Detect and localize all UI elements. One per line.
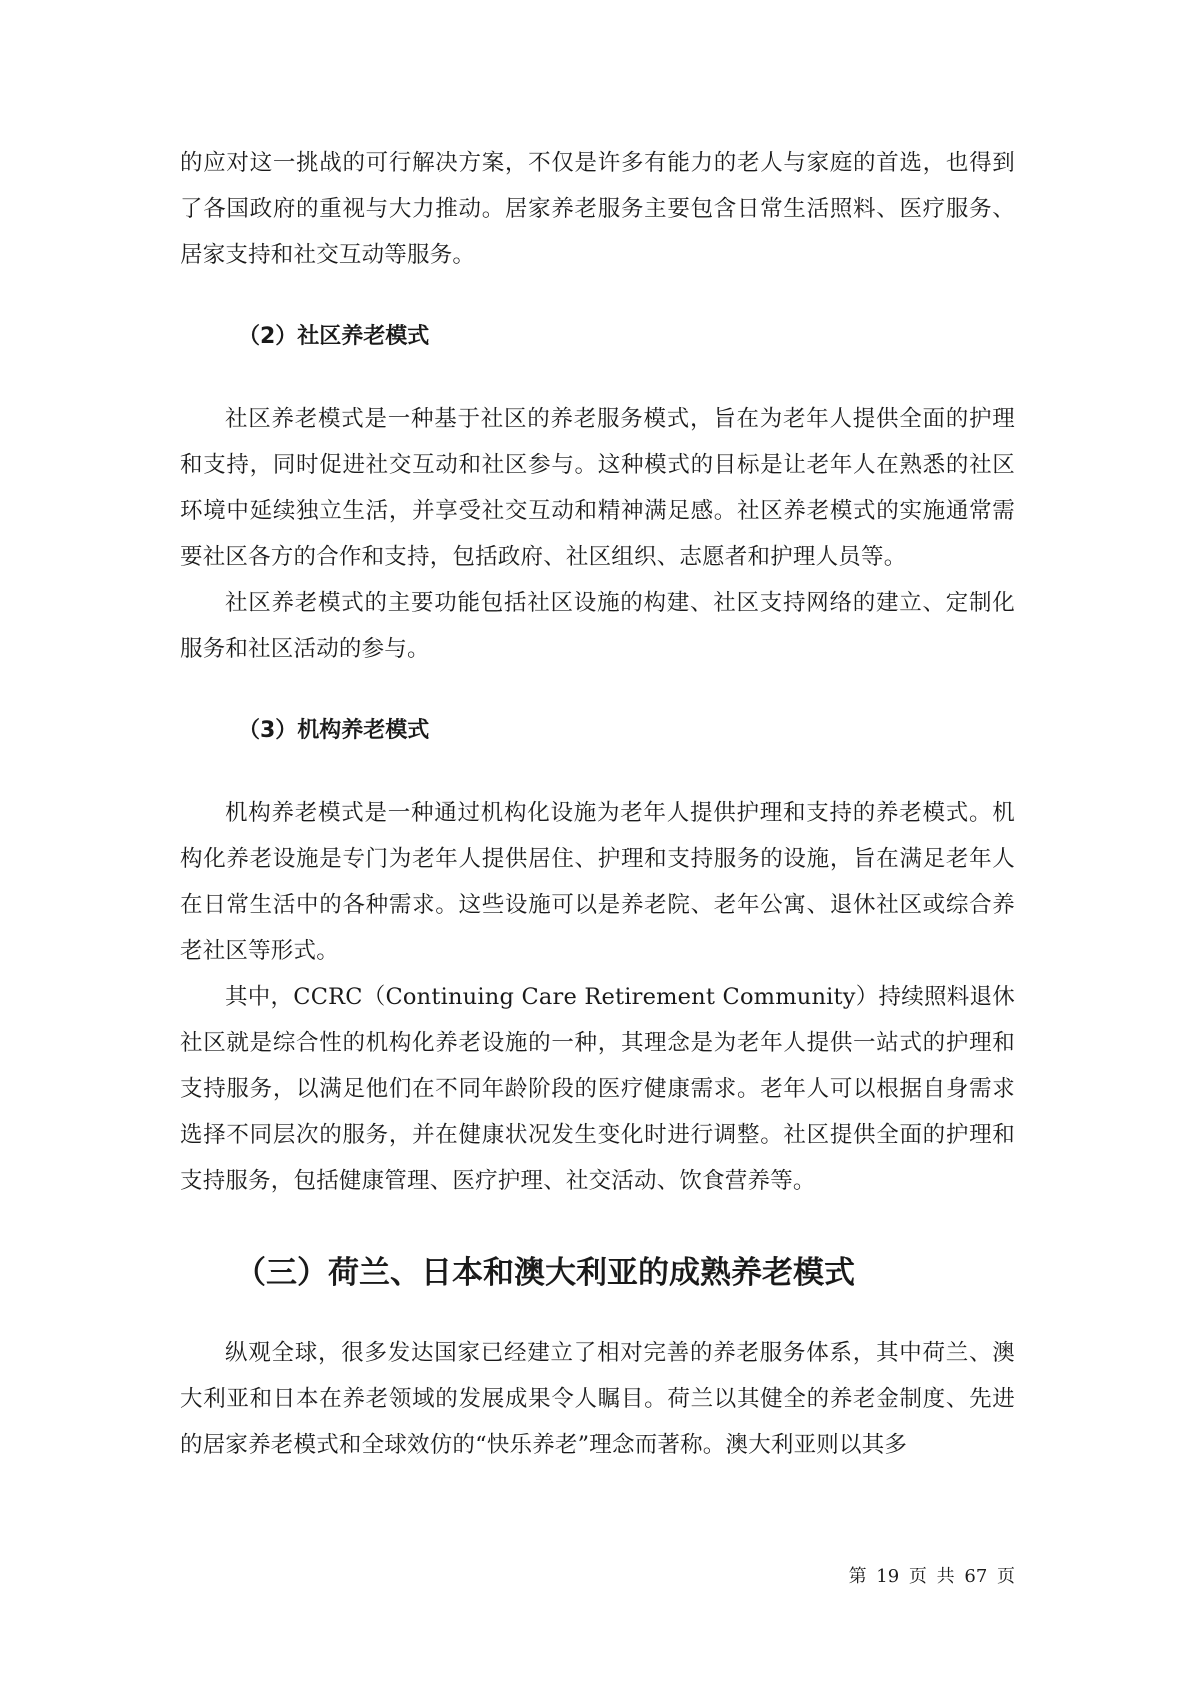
- paragraph-home-care-end: 的应对这一挑战的可行解决方案，不仅是许多有能力的老人与家庭的首选，也得到了各国政府的重视与大力推动。居家养老服务主要包含日常生活照料、医疗服务、居家支持和社交互动等服务。: [180, 150, 1015, 268]
- heading-institutional-care: （3）机构养老模式: [238, 718, 430, 743]
- paragraph-ccrc: 其中，CCRC（Continuing Care Retirement Community）持续照料退休社区就是综合性的机构化养老设施的一种，其理念是为老年人提供一站式的护理和支持服务，以满足他们在不同年龄阶段的医疗健康需求。老年人可以根据自身需求选择不同层次的服务，并在健康状况发生变化时进行调整。社区提供全面的护理和支持服务，包括健康管理、医疗护理、社交活动、饮食营养等。: [180, 984, 1015, 1194]
- document-body: [180, 140, 1015, 1468]
- section-heading-mature-models: （三）荷兰、日本和澳大利亚的成熟养老模式: [235, 1255, 855, 1291]
- paragraph-global-overview: 纵观全球，很多发达国家已经建立了相对完善的养老服务体系，其中荷兰、澳大利亚和日本在养老领域的发展成果令人瞩目。荷兰以其健全的养老金制度、先进的居家养老模式和全球效仿的“快乐养老”理念而著称。澳大利亚则以其多: [180, 1340, 1015, 1458]
- paragraph-institutional-care-intro: 机构养老模式是一种通过机构化设施为老年人提供护理和支持的养老模式。机构化养老设施是专门为老年人提供居住、护理和支持服务的设施，旨在满足老年人在日常生活中的各种需求。这些设施可以是养老院、老年公寓、退休社区或综合养老社区等形式。: [180, 800, 1015, 964]
- paragraph-community-care-functions: 社区养老模式的主要功能包括社区设施的构建、社区支持网络的建立、定制化服务和社区活动的参与。: [180, 590, 1015, 662]
- paragraph-community-care-intro: 社区养老模式是一种基于社区的养老服务模式，旨在为老年人提供全面的护理和支持，同时促进社交互动和社区参与。这种模式的目标是让老年人在熟悉的社区环境中延续独立生活，并享受社交互动和精神满足感。社区养老模式的实施通常需要社区各方的合作和支持，包括政府、社区组织、志愿者和护理人员等。: [180, 406, 1015, 570]
- heading-community-care: （2）社区养老模式: [238, 324, 430, 349]
- page-number-footer: 第 19 页 共 67 页: [848, 1566, 1015, 1587]
